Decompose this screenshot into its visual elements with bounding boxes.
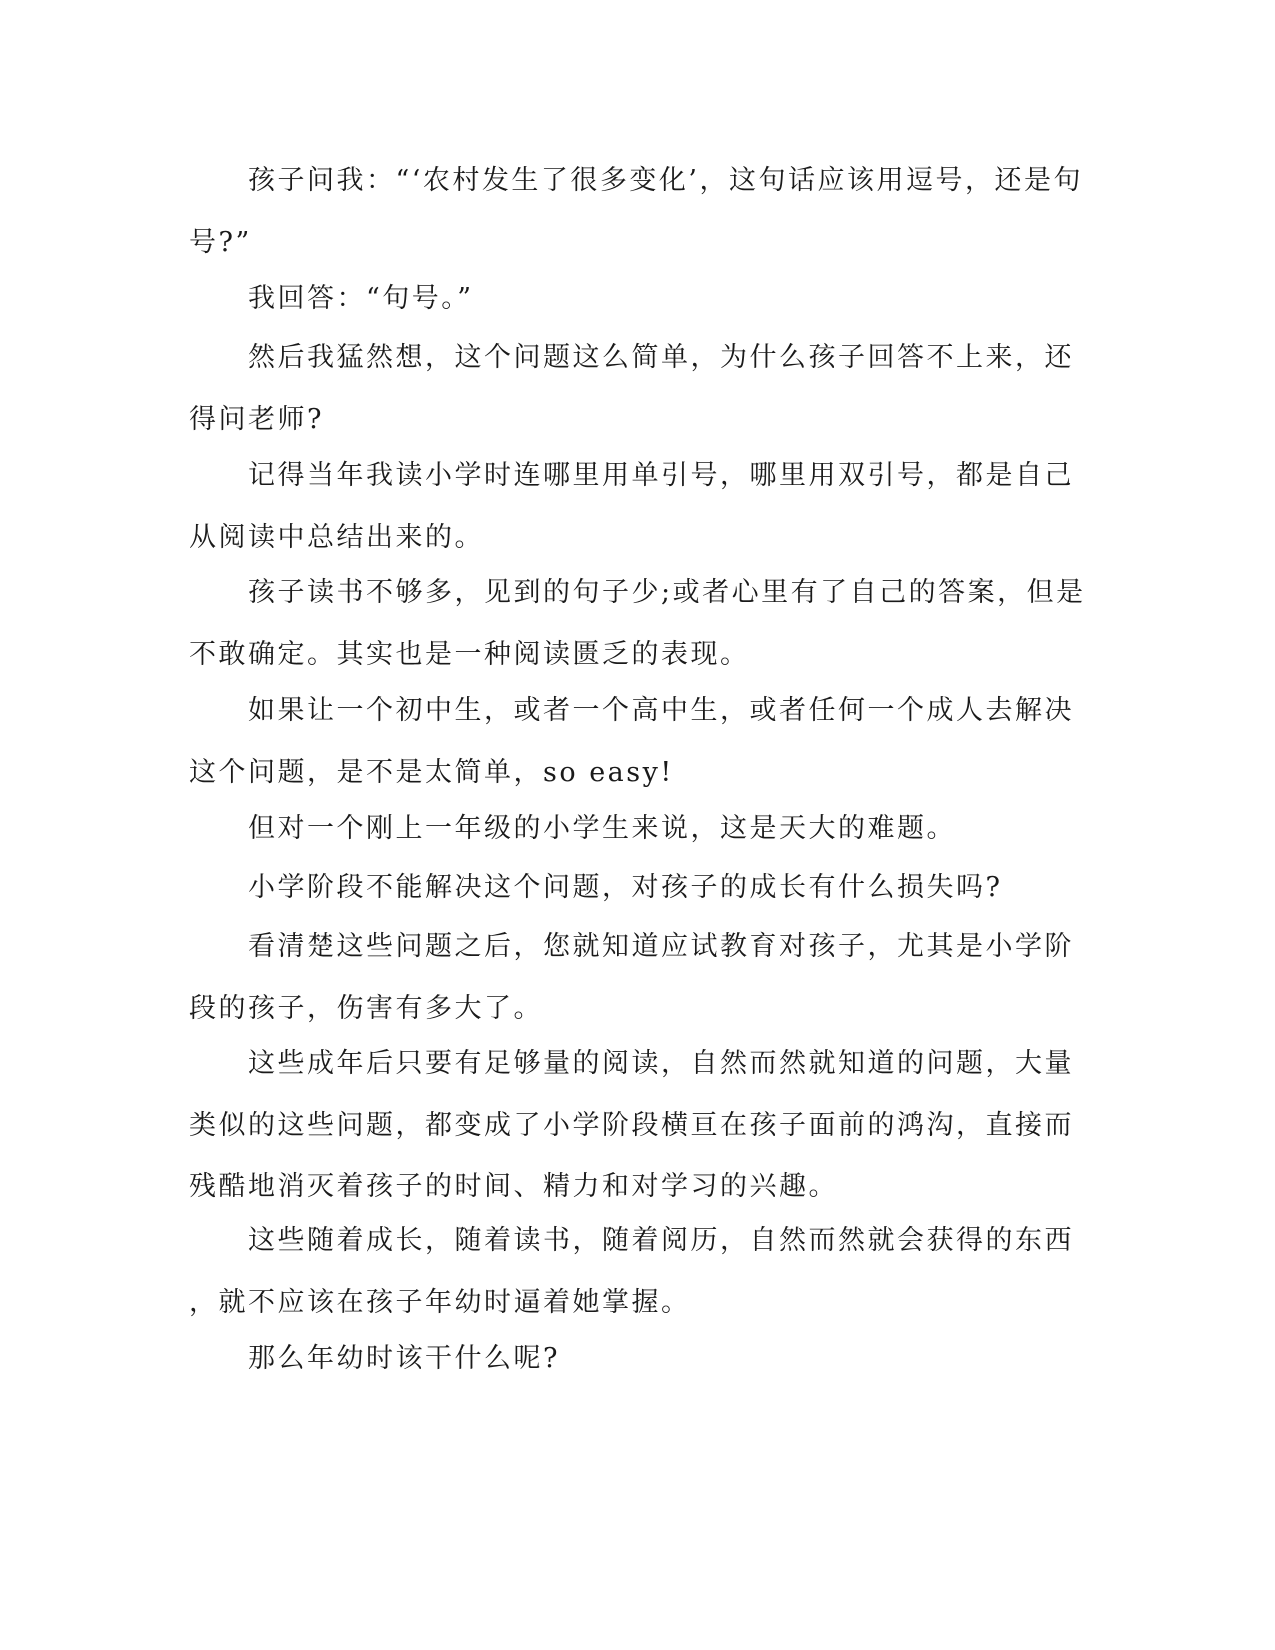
paragraph: 那么年幼时该干什么呢?	[189, 1343, 560, 1374]
paragraph: 孩子问我：“‘农村发生了很多变化’，这句话应该用逗号，还是句 号?”	[189, 165, 1083, 258]
paragraph: 孩子读书不够多，见到的句子少;或者心里有了自己的答案，但是 不敢确定。其实也是一种阅读匮乏的表现。	[189, 577, 1086, 670]
paragraph: 但对一个刚上一年级的小学生来说，这是天大的难题。	[189, 813, 956, 844]
paragraph: 这些成年后只要有足够量的阅读，自然而然就知道的问题，大量 类似的这些问题，都变成了小学阶段横亘在孩子面前的鸿沟，直接而 残酷地消灭着孩子的时间、精力和对学习的兴趣。	[189, 1048, 1074, 1202]
paragraph: 然后我猛然想，这个问题这么简单，为什么孩子回答不上来，还 得问老师?	[189, 342, 1074, 435]
paragraph: 如果让一个初中生，或者一个高中生，或者任何一个成人去解决 这个问题，是不是太简单，so easy!	[189, 695, 1074, 788]
paragraph: 记得当年我读小学时连哪里用单引号，哪里用双引号，都是自己 从阅读中总结出来的。	[189, 460, 1074, 553]
paragraph: 看清楚这些问题之后，您就知道应试教育对孩子，尤其是小学阶 段的孩子，伤害有多大了。	[189, 931, 1074, 1024]
paragraph: 这些随着成长，随着读书，随着阅历，自然而然就会获得的东西 ，就不应该在孩子年幼时逼着她掌握。	[189, 1225, 1074, 1318]
paragraph: 小学阶段不能解决这个问题，对孩子的成长有什么损失吗?	[189, 872, 1003, 903]
paragraph: 我回答：“句号。”	[189, 283, 474, 314]
